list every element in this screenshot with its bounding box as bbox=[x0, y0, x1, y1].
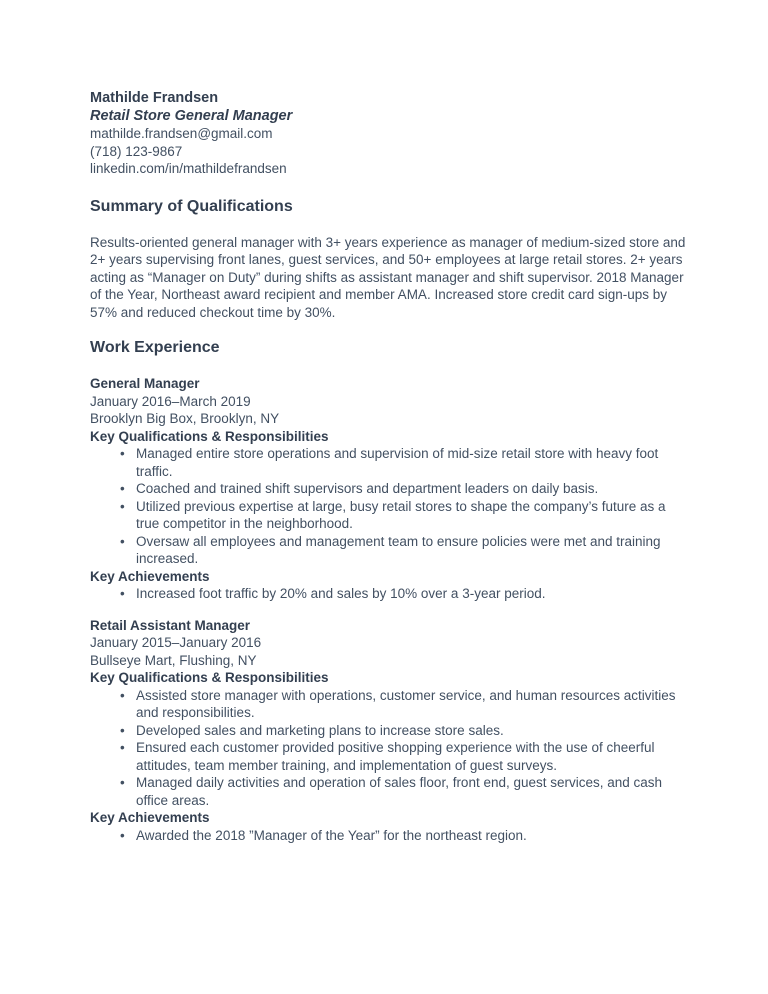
summary-text: Results-oriented general manager with 3+ years experience as manager of medium-sized store and 2+ years supervising front lanes, guest services, and 50+ employees at large retail stores. 2+ years acting as “Manager on Duty” during shifts as assistant manager and shift supervisor. 2018 Manager of the Year, Northeast award recipient and member AMA. Increased store credit card sign-ups by 57% and reduced checkout time by 30%. bbox=[90, 234, 686, 320]
job-dates: January 2016–March 2019 bbox=[90, 393, 251, 409]
job-company: Bullseye Mart, Flushing, NY bbox=[90, 652, 257, 668]
responsibilities-heading: Key Qualifications & Responsibilities bbox=[90, 670, 329, 685]
job-entry-retail-assistant-manager bbox=[90, 617, 690, 845]
summary-heading: Summary of Qualifications bbox=[90, 197, 293, 215]
job-title: General Manager bbox=[90, 376, 200, 391]
bullet-item: • Managed daily activities and operation of sales floor, front end, guest services, and cash office areas. bbox=[90, 774, 690, 809]
candidate-title: Retail Store General Manager bbox=[90, 107, 293, 124]
responsibilities-list bbox=[90, 445, 690, 568]
bullet-item: • Managed entire store operations and supervision of mid-size retail store with heavy foot traffic. bbox=[90, 445, 690, 480]
work-experience-heading: Work Experience bbox=[90, 339, 220, 356]
achievements-heading: Key Achievements bbox=[90, 810, 210, 825]
bullet-item: • Developed sales and marketing plans to increase store sales. bbox=[90, 722, 690, 740]
bullet-item: • Ensured each customer provided positive shopping experience with the use of cheerful attitudes, team member training, and implementation of guest surveys. bbox=[90, 739, 690, 774]
achievements-list bbox=[90, 827, 690, 845]
bullet-item: • Increased foot traffic by 20% and sales by 10% over a 3-year period. bbox=[90, 585, 690, 603]
job-dates: January 2015–January 2016 bbox=[90, 635, 262, 650]
bullet-item: • Assisted store manager with operations, customer service, and human resources activities and responsibilities. bbox=[90, 687, 690, 722]
bullet-item: • Oversaw all employees and management team to ensure policies were met and training increased. bbox=[90, 533, 690, 568]
achievements-heading: Key Achievements bbox=[90, 568, 210, 584]
achievements-list bbox=[90, 585, 690, 603]
summary-section bbox=[90, 197, 690, 322]
responsibilities-heading: Key Qualifications & Responsibilities bbox=[90, 428, 329, 444]
job-company: Brooklyn Big Box, Brooklyn, NY bbox=[90, 411, 280, 426]
bullet-item: • Utilized previous expertise at large, busy retail stores to shape the company’s future as a true competitor in the neighborhood. bbox=[90, 498, 690, 533]
contact-email: mathilde.frandsen@gmail.com bbox=[90, 126, 273, 141]
bullet-item: • Coached and trained shift supervisors and department leaders on daily basis. bbox=[90, 480, 690, 498]
bullet-item: • Awarded the 2018 ”Manager of the Year” for the northeast region. bbox=[90, 827, 690, 845]
job-title: Retail Assistant Manager bbox=[90, 617, 251, 633]
job-entry-general-manager bbox=[90, 375, 690, 603]
contact-linkedin: linkedin.com/in/mathildefrandsen bbox=[90, 161, 287, 176]
work-experience-section bbox=[90, 338, 690, 844]
responsibilities-list bbox=[90, 687, 690, 810]
candidate-name: Mathilde Frandsen bbox=[90, 90, 219, 106]
contact-header bbox=[90, 90, 690, 178]
contact-phone: (718) 123-9867 bbox=[90, 143, 183, 159]
